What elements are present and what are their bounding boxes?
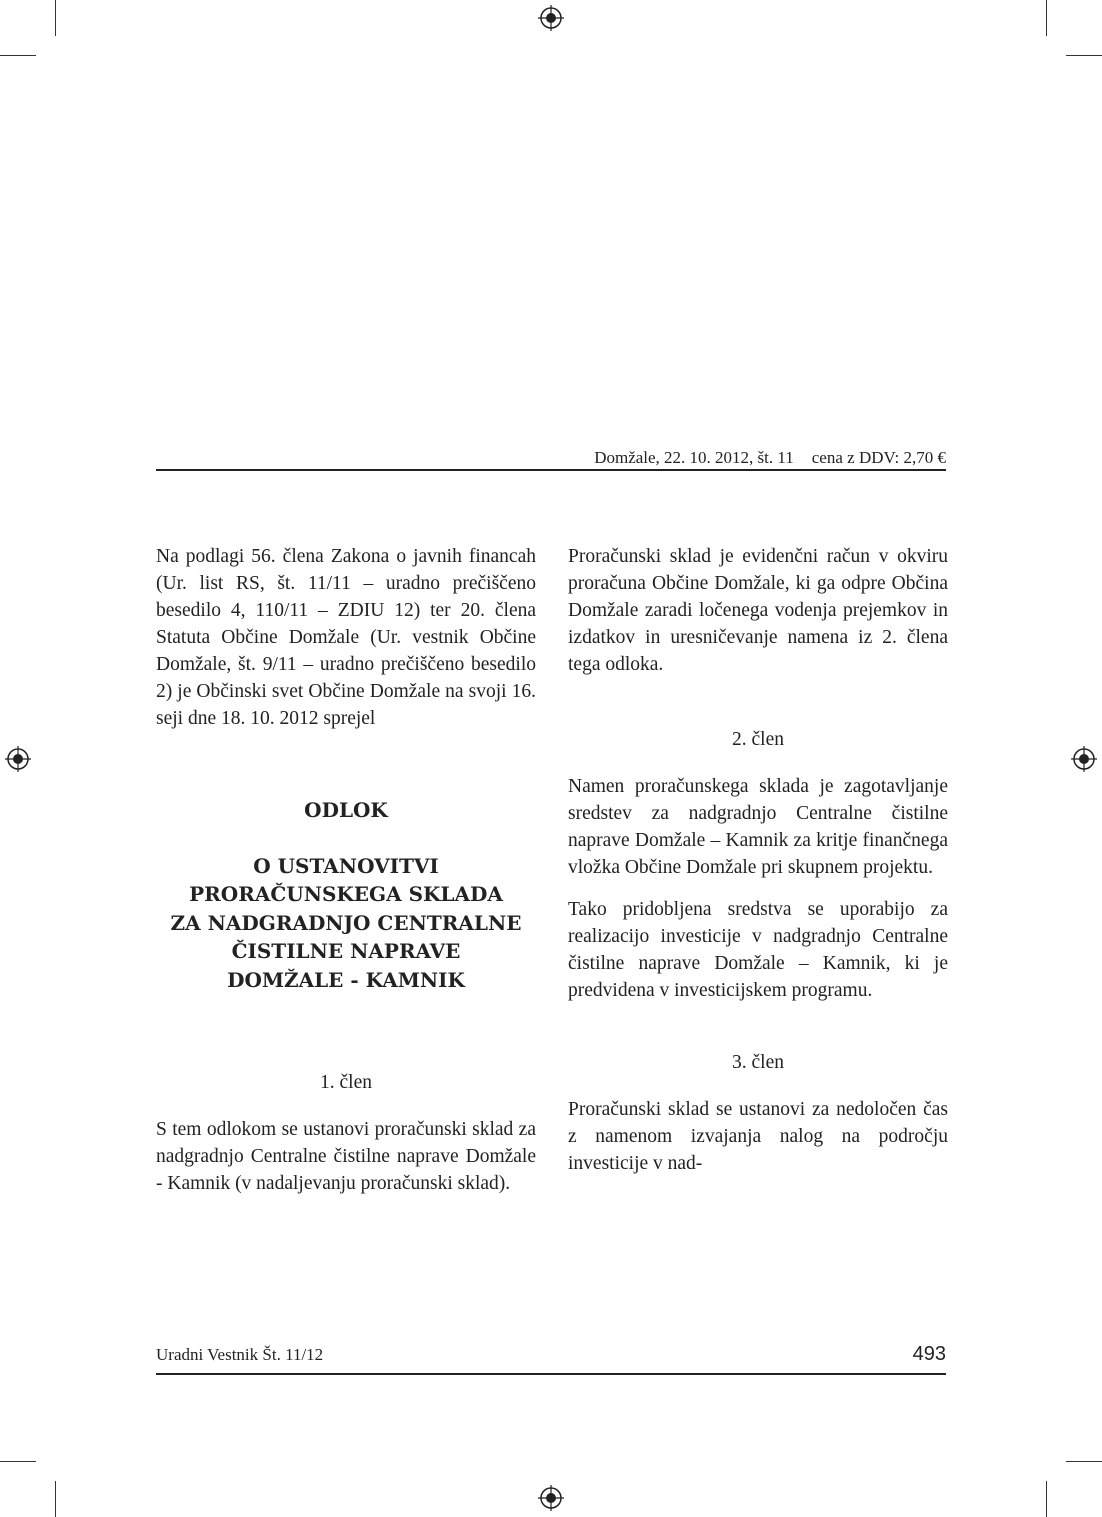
article-2-paragraph: Namen proračunskega sklada je zagotavljanje sredstev za nadgradnjo Centralne čistilne naprave Domžale – Kamnik za kritje finančnega vložka Občine Domžale pri skupnem projektu.: [568, 776, 948, 878]
article-2-heading: 2. člen: [732, 729, 784, 750]
subtitle-line: DOMŽALE - KAMNIK: [227, 967, 465, 992]
header-rule: [156, 469, 946, 471]
subtitle-line: ČISTILNE NAPRAVE: [231, 939, 461, 963]
crop-mark: [0, 1461, 36, 1462]
article-2-paragraph: Tako pridobljena sredstva se uporabijo za realizacijo investicije v nadgradnjo Centralne čistilne naprave Domžale – Kamnik, ki je predvidena v investicijskem programu.: [568, 899, 948, 1001]
document-title: ODLOK: [304, 798, 388, 822]
subtitle-line: O USTANOVITVI: [253, 853, 439, 878]
crop-mark: [1046, 1481, 1047, 1517]
intro-paragraph: Na podlagi 56. člena Zakona o javnih financah (Ur. list RS, št. 11/11 – uradno prečiščeno besedilo 4, 110/11 – ZDIU 12) ter 20. člena Statuta Občine Domžale (Ur. vestnik Občine Domžale, št. 9/11 – uradno prečiščeno besedilo 2) je Občinski svet Občine Domžale na svoji 16. seji dne 18. 10. 2012 sprejel: [156, 546, 536, 729]
footer-rule: [156, 1373, 946, 1375]
page-header: [156, 448, 946, 468]
subtitle-line: ZA NADGRADNJO CENTRALNE: [170, 910, 522, 935]
crop-mark: [0, 55, 36, 56]
crop-mark: [55, 0, 56, 36]
subtitle-line: PRORAČUNSKEGA SKLADA: [189, 882, 503, 906]
article-3-text: Proračunski sklad se ustanovi za nedoločen čas z namenom izvajanja nalog na področju investicije v nad-: [568, 1099, 948, 1174]
document-subtitle: [156, 852, 536, 995]
article-1-heading: 1. člen: [320, 1072, 372, 1093]
article-3-heading: 3. člen: [732, 1052, 784, 1073]
crop-mark: [1066, 1461, 1102, 1462]
registration-mark-icon: [538, 1485, 564, 1511]
header-place-date: Domžale, 22. 10. 2012, št. 11: [594, 448, 794, 467]
registration-mark-icon: [5, 746, 31, 772]
registration-mark-icon: [538, 5, 564, 31]
article-1-text: S tem odlokom se ustanovi proračunski sklad za nadgradnjo Centralne čistilne naprave Domžale - Kamnik (v nadaljevanju proračunski sklad).: [156, 1119, 536, 1194]
left-column: [156, 543, 536, 1197]
crop-mark: [1046, 0, 1047, 36]
right-column: [568, 543, 948, 1177]
header-price: cena z DDV: 2,70 €: [811, 448, 946, 467]
crop-mark: [1066, 55, 1102, 56]
page-number: 493: [912, 1343, 946, 1365]
article-1-continuation: Proračunski sklad je evidenčni račun v okviru proračuna Občine Domžale, ki ga odpre Občina Domžale zaradi ločenega vodenja prejemkov in izdatkov in uresničevanje namena iz 2. člena tega odloka.: [568, 546, 948, 675]
crop-mark: [55, 1481, 56, 1517]
registration-mark-icon: [1071, 746, 1097, 772]
footer-publication: Uradni Vestnik Št. 11/12: [156, 1345, 324, 1364]
